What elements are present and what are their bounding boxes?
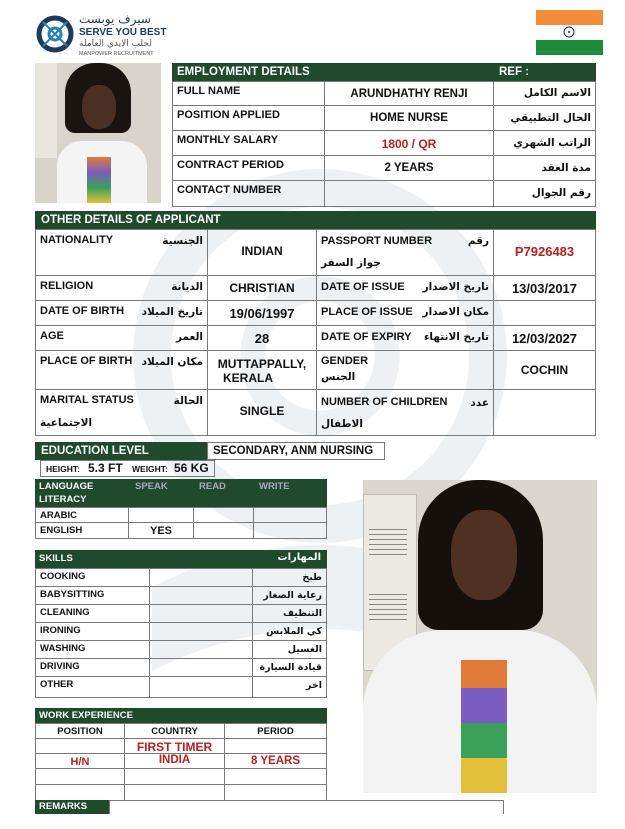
other-details-header: OTHER DETAILS OF APPLICANT <box>35 211 596 229</box>
skill-row: OTHER <box>35 676 150 698</box>
skill-row: DRIVING <box>35 658 150 677</box>
place-issue-value <box>493 300 596 326</box>
employment-label-cell: FULL NAME <box>172 81 325 106</box>
ref-label: REF : <box>493 63 596 81</box>
skill-cell <box>149 658 253 677</box>
skill-row: IRONING <box>35 622 150 641</box>
work-position: H/N <box>35 753 125 769</box>
language-cell <box>253 507 327 523</box>
monthly-salary-value: 1800 / QR <box>324 130 494 156</box>
education-label: EDUCATION LEVEL <box>35 442 208 460</box>
applicant-photo-small <box>35 63 161 203</box>
physical-box: HEIGHT: 5.3 FT WEIGHT: 56 KG <box>40 460 215 477</box>
marital-label-cell: MARITAL STATUS الحالة الاجتماعية <box>35 389 208 436</box>
nationality-label-cell: NATIONALITY الجنسية <box>35 229 208 276</box>
skill-row: WASHING <box>35 640 150 659</box>
children-value <box>493 389 596 436</box>
language-row: ENGLISH <box>35 522 129 539</box>
skill-cell <box>149 604 253 623</box>
full-name-value: ARUNDHATHY RENJI <box>324 81 494 106</box>
education-value: SECONDARY, ANM NURSING <box>207 442 385 460</box>
language-row: ARABIC <box>35 507 129 523</box>
work-period: 8 YEARS <box>224 753 327 769</box>
work-col-header: PERIOD <box>224 723 327 739</box>
contact-number-value <box>324 180 494 207</box>
age-label-cell: AGE العمر <box>35 325 208 351</box>
work-header: WORK EXPERIENCE <box>35 708 327 723</box>
india-flag <box>536 10 603 55</box>
skill-cell <box>149 568 253 587</box>
place-issue-label-cell: PLACE OF ISSUE مكان الاصدار <box>316 300 494 326</box>
position-applied-value: HOME NURSE <box>324 105 494 131</box>
language-cell <box>253 522 327 539</box>
work-cell <box>224 768 327 785</box>
skill-cell <box>149 676 253 698</box>
work-country: INDIA <box>124 753 225 769</box>
skill-cell <box>149 586 253 605</box>
company-logo <box>35 10 185 60</box>
skill-arabic: رعاية الصغار <box>252 586 327 605</box>
language-header: LANGUAGE LITERACY SPEAK READ WRITE <box>35 479 327 507</box>
skill-row: COOKING <box>35 568 150 587</box>
skill-row: BABYSITTING <box>35 586 150 605</box>
work-col-header: POSITION <box>35 723 125 739</box>
dob-value: 19/06/1997 <box>207 300 317 326</box>
pob-value: MUTTAPPALLY, KERALA <box>207 350 317 390</box>
employment-arabic-cell: الراتب الشهري <box>493 130 596 156</box>
work-cell <box>35 738 125 754</box>
skill-arabic: الغسيل <box>252 640 327 659</box>
children-label-cell: NUMBER OF CHILDREN عدد الاطفال <box>316 389 494 436</box>
date-expiry-value: 12/03/2027 <box>493 325 596 351</box>
skill-arabic: قيادة السيارة <box>252 658 327 677</box>
passport-label-cell: PASSPORT NUMBER رقم جواز السفر <box>316 229 494 276</box>
employment-arabic-cell: مدة العقد <box>493 155 596 181</box>
skills-header: SKILLS المهارات <box>35 550 327 568</box>
first-timer: FIRST TIMER <box>124 738 225 754</box>
employment-label-cell: MONTHLY SALARY <box>172 130 325 156</box>
skill-arabic: طبخ <box>252 568 327 587</box>
passport-number-value: P7926483 <box>493 229 596 276</box>
language-cell <box>193 507 254 523</box>
skill-arabic: كي الملابس <box>252 622 327 641</box>
language-cell <box>128 507 194 523</box>
work-cell <box>224 738 327 754</box>
logo-emblem-icon <box>35 14 75 58</box>
remarks-label: REMARKS <box>35 800 110 814</box>
skill-arabic: التنظيف <box>252 604 327 623</box>
marital-status-value: SINGLE <box>207 389 317 436</box>
work-cell <box>224 784 327 801</box>
age-value: 28 <box>207 325 317 351</box>
remarks-field <box>109 800 504 814</box>
employment-label-cell: CONTACT NUMBER <box>172 180 325 207</box>
skill-row: CLEANING <box>35 604 150 623</box>
skill-cell <box>149 640 253 659</box>
employment-arabic-cell: الحال التطبيقي <box>493 105 596 131</box>
employment-arabic-cell: رقم الجوال <box>493 180 596 207</box>
religion-label-cell: RELIGION الديانة <box>35 275 208 301</box>
ashoka-chakra-icon <box>563 26 575 38</box>
religion-value: CHRISTIAN <box>207 275 317 301</box>
employment-header: EMPLOYMENT DETAILS <box>172 63 496 81</box>
work-cell <box>124 784 225 801</box>
date-issue-label-cell: DATE OF ISSUE تاريخ الاصدار <box>316 275 494 301</box>
work-cell <box>35 768 125 785</box>
nationality-value: INDIAN <box>207 229 317 276</box>
language-cell: YES <box>128 522 194 539</box>
date-expiry-label-cell: DATE OF EXPIRY تاريخ الانتهاء <box>316 325 494 351</box>
skill-cell <box>149 622 253 641</box>
gender-label-cell: GENDER الجنس <box>316 350 494 390</box>
work-table <box>35 723 327 803</box>
language-cell <box>193 522 254 539</box>
contract-period-value: 2 YEARS <box>324 155 494 181</box>
date-issue-value: 13/03/2017 <box>493 275 596 301</box>
logo-tagline: MANPOWER RECRUITMENT <box>79 51 154 57</box>
employment-arabic-cell: الاسم الكامل <box>493 81 596 106</box>
logo-arabic-sub: لجلب الايدي العاملة <box>79 39 152 49</box>
dob-label-cell: DATE OF BIRTH تاريخ الميلاد <box>35 300 208 326</box>
employment-label-cell: CONTRACT PERIOD <box>172 155 325 181</box>
logo-arabic: سيرف يوبست <box>79 12 151 26</box>
pob-label-cell: PLACE OF BIRTH مكان الميلاد <box>35 350 208 390</box>
work-cell <box>35 784 125 801</box>
skill-arabic: اخر <box>252 676 327 698</box>
work-cell <box>124 768 225 785</box>
logo-name: SERVE YOU BEST <box>79 27 167 38</box>
skills-table <box>35 568 327 700</box>
applicant-photo-large <box>363 480 597 793</box>
work-col-header: COUNTRY <box>124 723 225 739</box>
employment-label-cell: POSITION APPLIED <box>172 105 325 131</box>
gender-value: COCHIN <box>493 350 596 390</box>
